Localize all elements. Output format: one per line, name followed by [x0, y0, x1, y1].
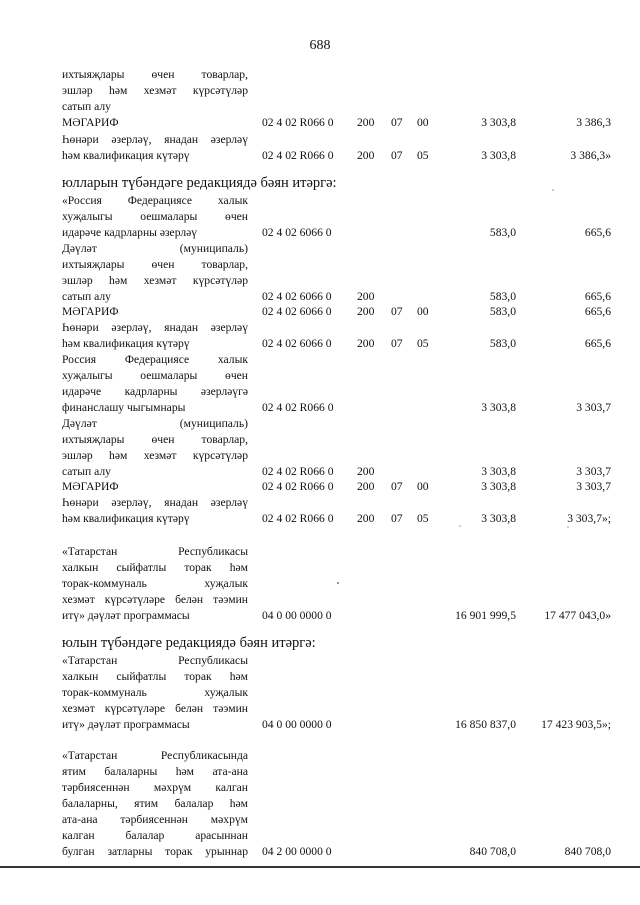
row-label: МӘГАРИФ [62, 480, 119, 493]
amount-year-1: 3 303,8 [481, 465, 516, 478]
table-row [0, 577, 640, 593]
budget-code: 02 4 02 R066 0 [262, 401, 334, 414]
table-row [0, 133, 640, 149]
row-label: тәрбиясеннән мәхрүм калган [62, 781, 248, 794]
row-label: Дәүләт (муниципаль) [62, 242, 248, 255]
table-row [0, 321, 640, 337]
amount-year-1: 3 303,8 [481, 512, 516, 525]
row-label: һәм квалификация күтәрү [62, 337, 190, 350]
page-number: 688 [309, 38, 331, 53]
row-label: Һөнәри әзерләү, янадан әзерләү [62, 133, 248, 146]
table-row [0, 353, 640, 369]
table-row [0, 702, 640, 718]
table-row [0, 116, 640, 132]
amount-year-1: 16 850 837,0 [455, 718, 516, 731]
table-row [0, 210, 640, 226]
amount-year-2: 3 303,7 [576, 401, 611, 414]
row-label: Һөнәри әзерләү, янадан әзерләү [62, 321, 248, 334]
row-label: МӘГАРИФ [62, 116, 119, 129]
budget-code: 04 2 00 0000 0 [262, 845, 332, 858]
table-row [0, 385, 640, 401]
section-code: 200 [357, 512, 375, 525]
row-label: итү» дәүләт программасы [62, 609, 190, 622]
table-row [0, 593, 640, 609]
section-code: 200 [357, 290, 375, 303]
amount-year-1: 583,0 [489, 305, 516, 318]
table-row [0, 670, 640, 686]
row-label: хезмәт күрсәтүләре белән тәэмин [62, 593, 248, 606]
table-row [0, 449, 640, 465]
section-heading: юлларын түбәндәге редакциядә бәян итәргә: [62, 175, 337, 191]
amount-year-2: 3 386,3 [576, 116, 611, 129]
amount-year-2: 3 303,7»; [567, 512, 611, 525]
section-code: 200 [357, 116, 375, 129]
amount-year-1: 583,0 [489, 290, 516, 303]
table-row [0, 609, 640, 625]
row-label: ихтыяҗлары өчен товарлар, [62, 258, 248, 271]
table-row [0, 465, 640, 481]
row-label: «Татарстан Республикасы [62, 545, 248, 558]
row-label: халкын сыйфатлы торак һәм [62, 561, 248, 574]
amount-year-2: 17 477 043,0» [544, 609, 611, 622]
amount-year-1: 583,0 [489, 226, 516, 239]
table-row [0, 149, 640, 165]
subsection-code: 07 [391, 512, 403, 525]
amount-year-2: 3 303,7 [576, 480, 611, 493]
expense-type-code: 00 [417, 305, 429, 318]
amount-year-1: 3 303,8 [481, 480, 516, 493]
table-row [0, 561, 640, 577]
row-label: сатып алу [62, 465, 111, 478]
expense-type-code: 00 [417, 116, 429, 129]
row-label: һәм квалификация күтәрү [62, 149, 190, 162]
row-label: калган балалар арасыннан [62, 829, 248, 842]
budget-code: 02 4 02 R066 0 [262, 149, 334, 162]
expense-type-code: 05 [417, 512, 429, 525]
row-label: идарәче кадрларны әзерләүгә [62, 385, 248, 398]
table-row [0, 290, 640, 306]
row-label: халкын сыйфатлы торак һәм [62, 670, 248, 683]
budget-code: 02 4 02 R066 0 [262, 116, 334, 129]
expense-type-code: 00 [417, 480, 429, 493]
row-label: торак-коммуналь хуҗалык [62, 577, 248, 590]
row-label: хезмәт күрсәтүләре белән тәэмин [62, 702, 248, 715]
amount-year-1: 3 303,8 [481, 401, 516, 414]
row-label: ихтыяҗлары өчен товарлар, [62, 68, 248, 81]
table-row [0, 749, 640, 765]
table-row [0, 401, 640, 417]
amount-year-1: 583,0 [489, 337, 516, 350]
row-label: эшләр һәм хезмәт күрсәтүләр [62, 274, 248, 287]
table-row [0, 686, 640, 702]
row-label: эшләр һәм хезмәт күрсәтүләр [62, 449, 248, 462]
row-label: «Россия Федерациясе халык [62, 194, 248, 207]
row-label: һәм квалификация күтәрү [62, 512, 190, 525]
table-row [0, 636, 640, 652]
subsection-code: 07 [391, 480, 403, 493]
table-row [0, 845, 640, 861]
amount-year-1: 3 303,8 [481, 149, 516, 162]
amount-year-2: 665,6 [584, 337, 611, 350]
table-row [0, 797, 640, 813]
table-row [0, 781, 640, 797]
row-label: торак-коммуналь хуҗалык [62, 686, 248, 699]
amount-year-1: 16 901 999,5 [455, 609, 516, 622]
table-row [0, 417, 640, 433]
subsection-code: 07 [391, 337, 403, 350]
row-label: ятим балаларны һәм ата-ана [62, 765, 248, 778]
table-row [0, 305, 640, 321]
table-row [0, 369, 640, 385]
table-row [0, 337, 640, 353]
budget-code: 02 4 02 6066 0 [262, 226, 332, 239]
table-row [0, 84, 640, 100]
section-code: 200 [357, 305, 375, 318]
amount-year-1: 3 303,8 [481, 116, 516, 129]
row-label: хуҗалыгы оешмалары өчен [62, 369, 248, 382]
section-code: 200 [357, 480, 375, 493]
table-row [0, 226, 640, 242]
row-label: Һөнәри әзерләү, янадан әзерләү [62, 496, 248, 509]
table-row [0, 829, 640, 845]
amount-year-2: 665,6 [584, 226, 611, 239]
row-label: ата-ана тәрбиясеннән мәхрүм [62, 813, 248, 826]
amount-year-2: 3 303,7 [576, 465, 611, 478]
table-row [0, 512, 640, 528]
row-label: балаларны, ятим балалар һәм [62, 797, 248, 810]
row-label: «Татарстан Республикасында [62, 749, 248, 762]
expense-type-code: 05 [417, 337, 429, 350]
row-label: ихтыяҗлары өчен товарлар, [62, 433, 248, 446]
subsection-code: 07 [391, 149, 403, 162]
table-row [0, 480, 640, 496]
table-row [0, 176, 640, 192]
amount-year-2: 17 423 903,5»; [541, 718, 611, 731]
amount-year-2: 3 386,3» [570, 149, 611, 162]
row-label: булган затларны торак урыннар [62, 845, 248, 858]
amount-year-2: 840 708,0 [564, 845, 611, 858]
table-row [0, 545, 640, 561]
row-label: Россия Федерациясе халык [62, 353, 248, 366]
table-row [0, 433, 640, 449]
budget-code: 02 4 02 6066 0 [262, 305, 332, 318]
section-code: 200 [357, 337, 375, 350]
row-label: идарәче кадрларны әзерләү [62, 226, 198, 239]
row-label: эшләр һәм хезмәт күрсәтүләр [62, 84, 248, 97]
table-row [0, 258, 640, 274]
amount-year-2: 665,6 [584, 290, 611, 303]
section-heading: юлын түбәндәге редакциядә бәян итәргә: [62, 635, 316, 651]
table-row [0, 813, 640, 829]
row-label: «Татарстан Республикасы [62, 654, 248, 667]
budget-code: 02 4 02 6066 0 [262, 337, 332, 350]
row-label: финанслашу чыгымнары [62, 401, 186, 414]
table-row [0, 68, 640, 84]
scan-edge [0, 866, 640, 868]
budget-code: 02 4 02 R066 0 [262, 465, 334, 478]
table-row [0, 654, 640, 670]
table-row [0, 274, 640, 290]
budget-code: 04 0 00 0000 0 [262, 609, 332, 622]
section-code: 200 [357, 149, 375, 162]
table-row [0, 194, 640, 210]
row-label: МӘГАРИФ [62, 305, 119, 318]
row-label: итү» дәүләт программасы [62, 718, 190, 731]
budget-code: 02 4 02 6066 0 [262, 290, 332, 303]
row-label: Дәүләт (муниципаль) [62, 417, 248, 430]
row-label: сатып алу [62, 290, 111, 303]
budget-code: 04 0 00 0000 0 [262, 718, 332, 731]
table-row [0, 718, 640, 734]
subsection-code: 07 [391, 116, 403, 129]
budget-code: 02 4 02 R066 0 [262, 480, 334, 493]
section-code: 200 [357, 465, 375, 478]
row-label: хуҗалыгы оешмалары өчен [62, 210, 248, 223]
table-row [0, 765, 640, 781]
table-row [0, 496, 640, 512]
amount-year-2: 665,6 [584, 305, 611, 318]
subsection-code: 07 [391, 305, 403, 318]
expense-type-code: 05 [417, 149, 429, 162]
amount-year-1: 840 708,0 [469, 845, 516, 858]
row-label: сатып алу [62, 100, 111, 113]
table-row [0, 242, 640, 258]
budget-code: 02 4 02 R066 0 [262, 512, 334, 525]
table-row [0, 100, 640, 116]
